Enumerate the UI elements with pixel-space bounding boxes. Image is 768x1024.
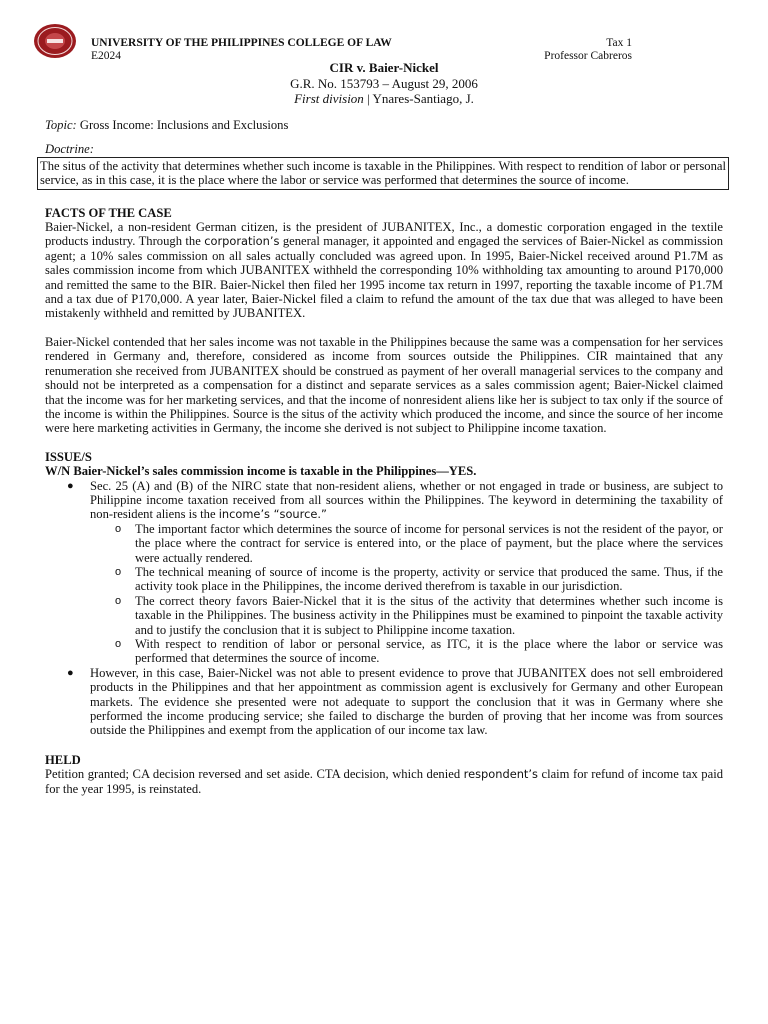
sub-bullet-text: The technical meaning of source of income is the property, activity or service that produced the same. Thus, if the activity took place in the Philippines, the income derived therefrom is taxable in our jurisdiction. (135, 564, 723, 594)
case-heading (0, 60, 768, 107)
doctrine-label: Doctrine: (45, 142, 94, 157)
issue-bullet-2 (45, 666, 723, 738)
sub-bullet-item (90, 565, 723, 594)
university-name: UNIVERSITY OF THE PHILIPPINES COLLEGE OF LAW (91, 37, 392, 49)
case-separator: | (363, 91, 373, 106)
facts-paragraph-1 (45, 220, 723, 321)
sub-bullet-icon: o (115, 638, 122, 650)
held-text (45, 767, 723, 796)
issues-heading: ISSUE/S (45, 449, 92, 464)
bullet-1-mono: income’s “source.” (218, 507, 327, 522)
issue-bullet-1 (45, 479, 723, 666)
document-body (40, 118, 726, 796)
issue-bullets (45, 479, 723, 738)
facts-p1-text-a: Baier-Nickel, a non-resident German citizen, is the president of JUBANITEX, Inc., a domestic corporation engaged in the textile products industry. Through the (45, 220, 723, 249)
sub-bullet-text: The important factor which determines the source of income for personal services is not the resident of the payor, or the place where the contract for service is entered into, or the place of payment, but the place where the services were actually rendered. (135, 521, 723, 565)
sub-bullet-icon: o (115, 565, 122, 578)
sub-bullet-item (90, 522, 723, 565)
facts-heading: FACTS OF THE CASE (45, 205, 172, 220)
case-ponente: Ynares-Santiago, J. (372, 91, 474, 106)
university-seal-icon (33, 22, 77, 60)
held-heading: HELD (45, 752, 81, 767)
sub-bullet-item (90, 594, 723, 637)
course-name: Tax 1 (606, 37, 632, 49)
term-code: E2024 (91, 50, 122, 62)
topic-label: Topic: (45, 118, 77, 132)
facts-paragraph-2: Baier-Nickel contended that her sales income was not taxable in the Philippines because the same was a compensation for her services rendered in Germany and, therefore, considered as income from sources outside the Philippines. CIR maintained that any renumeration she received from JUBANITEX should be construed as payment of her overall managerial services to the company and should not be interpreted as a compensation for a distinct and separate services as a sales commission agent; Baier-Nickel claimed that the income was for her marketing services, and that the income of nonresident aliens like her is subject to tax only if the source of the income is within the Philippines. Source is the situs of the activity which produced the income, and since the source of her income were here marketing activities in Germany, the income she derived is not subject to Philippine income taxation. (45, 334, 723, 436)
sub-bullet-text: The correct theory favors Baier-Nickel that it is the situs of the activity that determines whether such income is taxable in the Philippines. The business activity in the Philippines must be examined to pinpoint the taxable activity and to justify the conclusion that it is subject to Philippine income taxation. (135, 593, 723, 637)
case-gr-number: G.R. No. 153793 – August 29, 2006 (290, 75, 478, 91)
case-title: CIR v. Baier-Nickel (329, 60, 439, 75)
bullet-2-text: However, in this case, Baier-Nickel was not able to present evidence to prove that JUBANITEX does not sell embroidered products in the Philippines and that her appointment as commission agent is exclusively for Germany and other European markets. The evidence she presented were not adequate to support the conclusion that it was in Germany where she performed the income producing service; she failed to discharge the burden of proving that her income was from sources outside the Philippines and exempt from the application of our income tax law. (90, 665, 723, 738)
case-division: First division (294, 91, 364, 106)
sub-bullet-item (90, 637, 723, 666)
doctrine-box: The situs of the activity that determines whether such income is taxable in the Philippines. With respect to rendition of labor or personal service, as in this case, it is the place where the labor or service was performed that determines the source of income. (37, 157, 729, 190)
held-text-a: Petition granted; CA decision reversed and set aside. CTA decision, which denied (45, 767, 464, 782)
bullet-1-text: Sec. 25 (A) and (B) of the NIRC state that non-resident aliens, whether or not engaged in trade or business, are subject to Philippine income taxation received from all sources within the Philippines. The keyword in determining the taxability of non-resident aliens is the (90, 478, 723, 522)
bullet-icon: ● (67, 479, 74, 492)
sub-bullet-text: With respect to rendition of labor or personal service, as ITC, it is the place where the labor or service was performed that determines the source of income. (135, 637, 723, 666)
issue-sub-bullets (90, 522, 723, 666)
bullet-icon: ● (67, 666, 74, 679)
professor-name: Professor Cabreros (544, 50, 632, 62)
held-mono: respondent’s (463, 767, 538, 782)
case-division-line (0, 91, 768, 107)
sub-bullet-icon: o (115, 522, 122, 535)
topic-value: Gross Income: Inclusions and Exclusions (79, 118, 289, 132)
facts-p1-mono: corporation’s (204, 234, 280, 249)
facts-p1-text-b: general manager, it appointed and engaged the services of Baier-Nickel as commission agent; a 10% sales commission on all sales actually concluded was agreed upon. In 1995, Baier-Nickel received around P1.7M as sales commission income from which JUBANITEX withheld the corresponding 10% withholding tax amounting to around P170,000 and remitted the same to the BIR. Baier-Nickel then filed her 1995 income tax return in 1997, reporting the taxable income of P1.7M and a tax due of P170,000. A year later, Baier-Nickel filed a claim to refund the amount of the tax due that was alleged to have been mistakenly withheld and remitted by JUBANITEX. (45, 234, 723, 321)
sub-bullet-icon: o (115, 594, 122, 607)
held-text-b: claim for refund of income tax paid for the year 1995, is reinstated. (45, 767, 723, 796)
issue-question: W/N Baier-Nickel’s sales commission income is taxable in the Philippines—YES. (45, 464, 477, 479)
topic-line (45, 118, 723, 132)
